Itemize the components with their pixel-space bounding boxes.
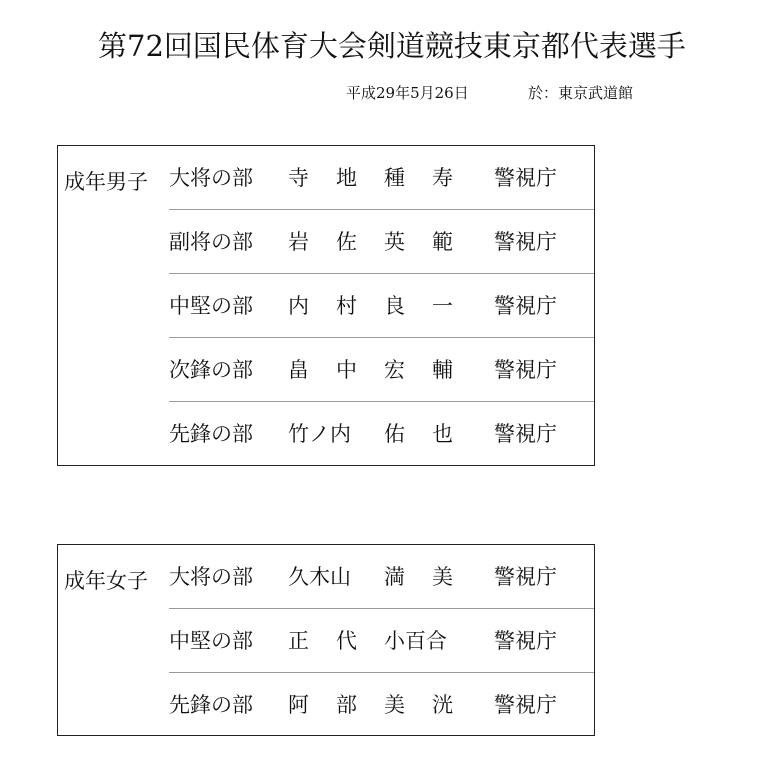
roster-row bbox=[169, 274, 594, 338]
player-name: 内 村 良 一 bbox=[288, 294, 453, 318]
affiliation-label: 警視庁 bbox=[494, 422, 557, 446]
roster-box-men bbox=[57, 145, 595, 466]
roster-row bbox=[169, 146, 594, 210]
roster-row bbox=[169, 402, 594, 466]
page-title: 第72回国民体育大会剣道競技東京都代表選手 bbox=[98, 29, 686, 63]
category-label: 成年男子 bbox=[64, 170, 148, 194]
affiliation-label: 警視庁 bbox=[494, 565, 557, 589]
roster-row bbox=[169, 338, 594, 402]
position-label: 中堅の部 bbox=[169, 629, 253, 653]
position-label: 先鋒の部 bbox=[169, 422, 253, 446]
roster-row bbox=[169, 545, 594, 609]
roster-row bbox=[169, 673, 594, 737]
player-name: 竹ノ内 佑 也 bbox=[288, 422, 453, 446]
position-label: 大将の部 bbox=[169, 166, 253, 190]
roster-row bbox=[169, 210, 594, 274]
category-label: 成年女子 bbox=[64, 569, 148, 593]
player-name: 岩 佐 英 範 bbox=[288, 230, 453, 254]
position-label: 中堅の部 bbox=[169, 294, 253, 318]
player-name: 正 代 小百合 bbox=[288, 629, 447, 653]
affiliation-label: 警視庁 bbox=[494, 294, 557, 318]
position-label: 大将の部 bbox=[169, 565, 253, 589]
affiliation-label: 警視庁 bbox=[494, 166, 557, 190]
roster-row bbox=[169, 609, 594, 673]
affiliation-label: 警視庁 bbox=[494, 230, 557, 254]
roster-box-women bbox=[57, 544, 595, 736]
position-label: 副将の部 bbox=[169, 230, 253, 254]
affiliation-label: 警視庁 bbox=[494, 629, 557, 653]
player-name: 寺 地 種 寿 bbox=[288, 166, 453, 190]
player-name: 阿 部 美 洸 bbox=[288, 693, 453, 717]
position-label: 次鋒の部 bbox=[169, 358, 253, 382]
player-name: 畠 中 宏 輔 bbox=[288, 358, 453, 382]
affiliation-label: 警視庁 bbox=[494, 358, 557, 382]
position-label: 先鋒の部 bbox=[169, 693, 253, 717]
affiliation-label: 警視庁 bbox=[494, 693, 557, 717]
player-name: 久木山 満 美 bbox=[288, 565, 453, 589]
event-venue: 於：東京武道館 bbox=[528, 84, 634, 102]
event-date: 平成29年5月26日 bbox=[346, 84, 469, 102]
